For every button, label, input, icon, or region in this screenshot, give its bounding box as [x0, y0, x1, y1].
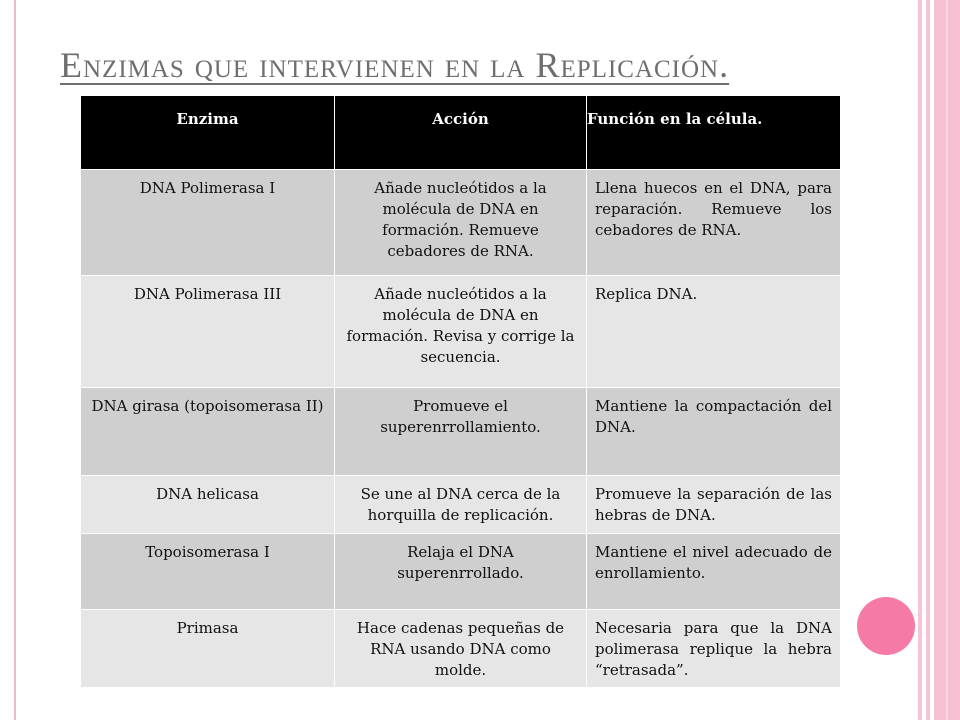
cell-accion: Promueve el superenrrollamiento. — [335, 388, 587, 476]
left-decorative-rule — [14, 0, 16, 720]
table-row — [81, 388, 841, 476]
right-decorative-stripe — [926, 0, 930, 720]
table-row — [81, 476, 841, 534]
cell-accion: Relaja el DNA superenrrollado. — [335, 534, 587, 610]
table-row — [81, 276, 841, 388]
decorative-pink-circle — [857, 597, 915, 655]
cell-accion: Hace cadenas pequeñas de RNA usando DNA como molde. — [335, 610, 587, 688]
cell-funcion: Necesaria para que la DNA polimerasa replique la hebra “retrasada”. — [587, 610, 841, 688]
cell-funcion: Llena huecos en el DNA, para reparación. Remueve los cebadores de RNA. — [587, 170, 841, 276]
cell-enzima: DNA Polimerasa III — [81, 276, 335, 388]
cell-enzima: DNA helicasa — [81, 476, 335, 534]
cell-accion: Añade nucleótidos a la molécula de DNA en formación. Revisa y corrige la secuencia. — [335, 276, 587, 388]
right-decorative-stripe — [918, 0, 922, 720]
cell-enzima: Primasa — [81, 610, 335, 688]
enzymes-table — [80, 95, 841, 688]
cell-enzima: DNA Polimerasa I — [81, 170, 335, 276]
cell-accion: Se une al DNA cerca de la horquilla de replicación. — [335, 476, 587, 534]
cell-accion: Añade nucleótidos a la molécula de DNA en formación. Remueve cebadores de RNA. — [335, 170, 587, 276]
right-decorative-stripe — [946, 0, 948, 720]
slide-title: Enzimas que intervienen en la Replicación. — [60, 45, 730, 85]
cell-funcion: Mantiene la compactación del DNA. — [587, 388, 841, 476]
table-header-row — [81, 96, 841, 170]
cell-enzima: Topoisomerasa I — [81, 534, 335, 610]
column-header-funcion: Función en la célula. — [587, 96, 841, 170]
table-row — [81, 170, 841, 276]
column-header-accion: Acción — [335, 96, 587, 170]
table-row — [81, 610, 841, 688]
cell-enzima: DNA girasa (topoisomerasa II) — [81, 388, 335, 476]
column-header-enzima: Enzima — [81, 96, 335, 170]
cell-funcion: Replica DNA. — [587, 276, 841, 388]
table-row — [81, 534, 841, 610]
cell-funcion: Promueve la separación de las hebras de DNA. — [587, 476, 841, 534]
cell-funcion: Mantiene el nivel adecuado de enrollamiento. — [587, 534, 841, 610]
